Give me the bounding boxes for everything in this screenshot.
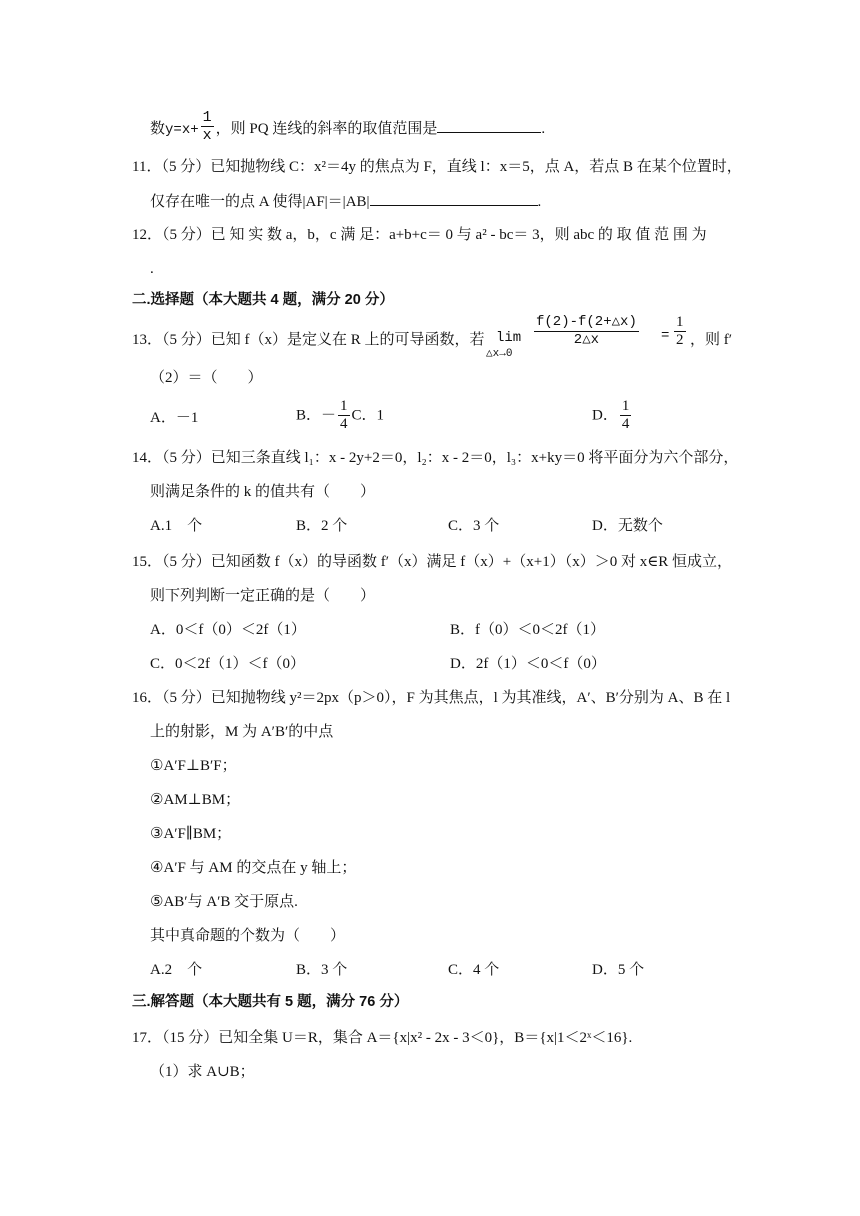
q13-option-b-label: B．－ bbox=[296, 407, 337, 424]
q17-line1: 17．（15 分）已知全集 U＝R，集合 A＝{x|x² - 2x - 3＜0}，B＝{x|1＜2ˣ＜16}. bbox=[132, 1030, 633, 1046]
q13-frac-den: 2△x bbox=[573, 332, 600, 348]
q14-option-b: B．2 个 bbox=[296, 518, 348, 534]
q13-frac-num: f(2)-f(2+△x) bbox=[536, 314, 637, 330]
q11-answer-blank bbox=[370, 191, 538, 206]
q13-option-b-num: 1 bbox=[340, 398, 348, 414]
q13-rhs-fraction bbox=[674, 314, 686, 349]
q13-pre: 13．（5 分）已知 f（x）是定义在 R 上的可导函数，若 bbox=[132, 332, 485, 348]
q13-option-b-den: 4 bbox=[340, 416, 348, 432]
q10-pre: 数 bbox=[150, 120, 166, 137]
q13-main-fraction bbox=[534, 314, 639, 349]
q17-subquestion-1: （1）求 A∪B； bbox=[150, 1064, 255, 1080]
q16-option-a: A.2 个 bbox=[150, 962, 203, 978]
q14-option-c: C．3 个 bbox=[448, 518, 500, 534]
q16-item-1: ①A′F⊥B′F； bbox=[150, 758, 237, 774]
q11-line2-text: 仅存在唯一的点 A 使得|AF|＝|AB| bbox=[150, 194, 370, 210]
q10-tail bbox=[150, 109, 546, 147]
q13-option-a: A．－1 bbox=[150, 410, 199, 426]
q16-item-3: ③A′F∥BM； bbox=[150, 826, 232, 842]
q13-limit-formula bbox=[486, 314, 736, 360]
section2-title: 二.选择题（本大题共 4 题，满分 20 分） bbox=[132, 292, 394, 308]
q13-line1 bbox=[132, 330, 485, 350]
q15-option-c: C．0＜2f（1）＜f（0） bbox=[150, 656, 305, 672]
q11-line1: 11．（5 分）已知抛物线 C：x²＝4y 的焦点为 F，直线 l：x＝5，点 A，若点 B 在某个位置时， bbox=[132, 159, 742, 175]
q13-option-b bbox=[296, 398, 384, 433]
q12-line1: 12．（5 分）已 知 实 数 a，b，c 满 足：a+b+c＝ 0 与 a² - bc＝ 3，则 abc 的 取 值 范 围 为 bbox=[132, 227, 707, 243]
q10-formula: y=x+ bbox=[165, 121, 199, 138]
q13-post: ，则 f′ bbox=[690, 332, 733, 348]
q14-line2: 则满足条件的 k 的值共有（ ） bbox=[150, 484, 376, 500]
q15-line2: 则下列判断一定正确的是（ ） bbox=[150, 588, 376, 604]
q10-end: . bbox=[541, 120, 546, 137]
q13-option-b-fraction bbox=[338, 398, 350, 433]
q11-end: . bbox=[537, 194, 542, 210]
q13-rhs-num: 1 bbox=[676, 314, 684, 330]
q13-rhs-den: 2 bbox=[676, 332, 684, 348]
q16-option-c: C．4 个 bbox=[448, 962, 500, 978]
q11-line2 bbox=[150, 191, 541, 212]
q15-option-b: B．f（0）＜0＜2f（1） bbox=[450, 622, 605, 638]
q16-option-d: D．5 个 bbox=[592, 962, 645, 978]
q12-line2: . bbox=[150, 261, 154, 277]
q13-option-d-den: 4 bbox=[621, 416, 630, 432]
q16-question: 其中真命题的个数为（ ） bbox=[150, 928, 346, 944]
q16-option-b: B．3 个 bbox=[296, 962, 348, 978]
q16-item-2: ②AM⊥BM； bbox=[150, 792, 241, 808]
q13-lim-sub: △x→0 bbox=[486, 348, 513, 360]
q16-item-5: ⑤AB′与 A′B 交于原点. bbox=[150, 894, 298, 910]
q16-line2: 上的射影，M 为 A′B′的中点 bbox=[150, 724, 334, 740]
q15-option-a: A．0＜f（0）＜2f（1） bbox=[150, 622, 306, 638]
q14-option-a: A.1 个 bbox=[150, 518, 203, 534]
q13-lim: lim bbox=[496, 330, 522, 346]
q15-line1: 15．（5 分）已知函数 f（x）的导函数 f′（x）满足 f（x）+（x+1）（x）＞0 对 x∈R 恒成立， bbox=[132, 554, 733, 570]
q10-fraction bbox=[201, 109, 214, 144]
q13-option-c: C．1 bbox=[351, 407, 385, 424]
q13-eq: = bbox=[661, 328, 670, 344]
q14-line1: 14．（5 分）已知三条直线 l₁：x - 2y+2＝0，l₂：x - 2＝0，l₃：x+ky＝0 将平面分为六个部分， bbox=[132, 450, 739, 466]
q16-line1: 16．（5 分）已知抛物线 y²＝2px（p＞0），F 为其焦点，l 为其准线，A′、B′分别为 A、B 在 l bbox=[132, 690, 731, 706]
q13-line2: （2）＝（ ） bbox=[150, 370, 263, 386]
q13-option-d-label: D． bbox=[592, 407, 618, 424]
q13-option-d-num: 1 bbox=[621, 398, 630, 414]
q14-option-d: D．无数个 bbox=[592, 518, 663, 534]
section3-title: 三.解答题（本大题共有 5 题，满分 76 分） bbox=[132, 994, 409, 1010]
q13-option-d bbox=[592, 398, 633, 433]
q10-answer-blank bbox=[437, 118, 541, 133]
q10-frac-num: 1 bbox=[202, 109, 212, 126]
q15-option-d: D．2f（1）＜0＜f（0） bbox=[450, 656, 606, 672]
q10-post: ，则 PQ 连线的斜率的取值范围是 bbox=[215, 120, 438, 137]
q16-item-4: ④A′F 与 AM 的交点在 y 轴上； bbox=[150, 860, 357, 876]
q10-frac-den: x bbox=[202, 127, 212, 144]
q13-option-d-fraction bbox=[620, 398, 632, 433]
